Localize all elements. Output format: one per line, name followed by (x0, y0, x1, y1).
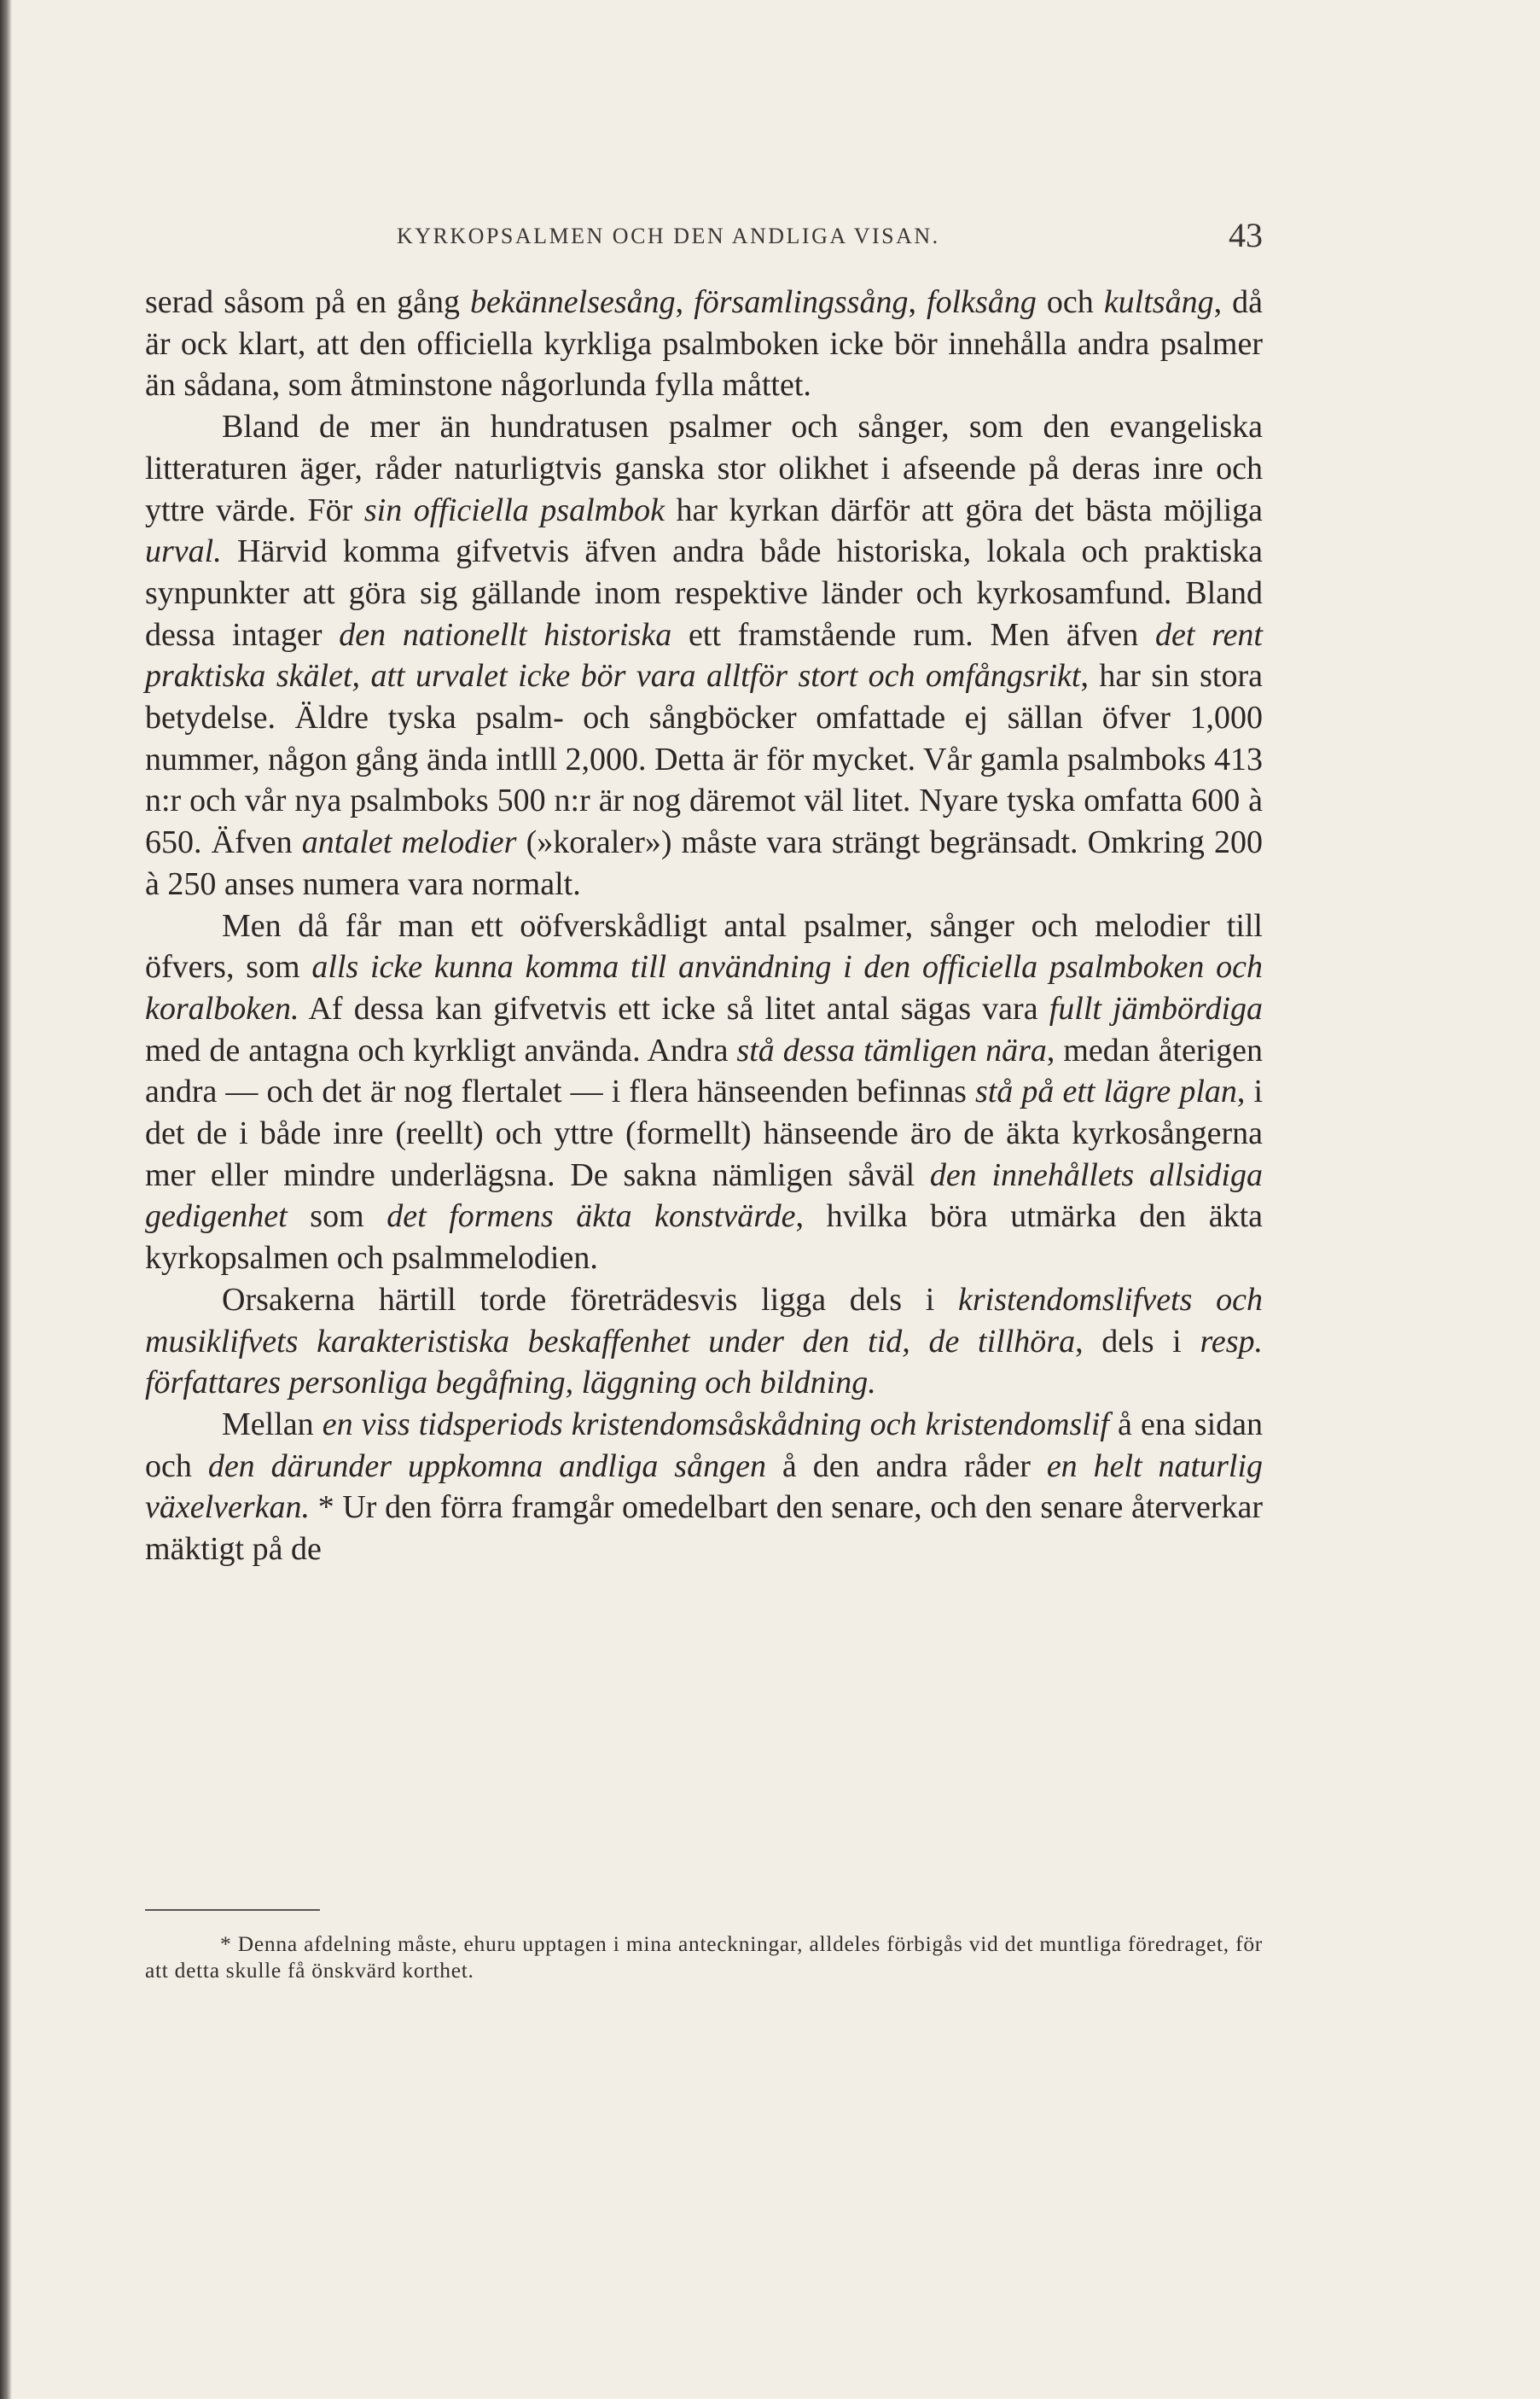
italic-text: folksång (927, 284, 1037, 320)
italic-text: det formens äkta konstvärde (386, 1198, 796, 1235)
footnote-text: * Denna afdelning måste, ehuru upptagen i mina anteckningar, alldeles förbigås vid det muntliga föredraget, för att detta skulle få önskvärd korthet. (145, 1931, 1263, 1983)
italic-text: kultsång (1103, 284, 1214, 320)
italic-text: en helt naturlig växelverkan. (145, 1447, 1263, 1526)
paragraph (145, 282, 1263, 406)
text-run: med de antagna och kyrkligt använda. Andra (145, 1032, 737, 1068)
footnote (145, 1930, 1263, 1983)
text-run: , (908, 284, 927, 320)
italic-text: sin officiella psalmbok (363, 492, 665, 528)
text-run: , i det de i både inre (reellt) och yttre (formellt) hänseende äro de äkta kyrkosångerna mer eller mindre underlägsna. De sakna nämligen såväl (145, 1074, 1264, 1193)
page-number: 43 (1229, 216, 1263, 254)
text-run: , har sin stora betydelse. Äldre tyska psalm- och sångböcker omfattade ej sällan öfver 1,000 nummer, någon gång ända intlll 2,000. Detta är för mycket. Vår gamla psalmboks 413 n:r och vår nya psalmboks 500 n:r är nog däremot väl litet. Nyare tyska omfatta 600 à 650. Äfven (145, 658, 1264, 861)
text-run: , då är ock klart, att den officiella kyrkliga psalmboken icke bör innehålla andra psalmer än sådana, som åtminstone någorlunda fylla måttet. (145, 284, 1264, 404)
italic-text: det rent praktiska skälet, att urvalet icke bör vara alltför stort och omfångsrikt (145, 616, 1263, 695)
text-run: * Ur den förra framgår omedelbart den senare, och den senare återverkar mäktigt på de (145, 1489, 1263, 1568)
running-title: KYRKOPSALMEN OCH DEN ANDLIGA VISAN. (397, 224, 940, 248)
paragraph (145, 1404, 1263, 1570)
body-text (145, 282, 1263, 1570)
text-run: och (1036, 284, 1104, 320)
text-run: Bland de mer än hundratusen psalmer och sånger, som den evangeliska litteraturen äger, råder naturligtvis ganska stor olikhet i afseende på deras inre och yttre värde. För (145, 409, 1263, 528)
italic-text: den nationellt historiska (339, 616, 672, 653)
italic-text: alls icke kunna komma till användning i den officiella psalmboken och koralboken. (145, 949, 1263, 1027)
italic-text: församlingssång (694, 284, 909, 320)
italic-text: den därunder uppkomna andliga sången (207, 1447, 766, 1484)
italic-text: kristendomslifvets och musiklifvets karakteristiska beskaffenhet under den tid, de tillhöra (145, 1281, 1263, 1360)
text-run: å ena sidan och (145, 1406, 1263, 1484)
paragraph (145, 1279, 1263, 1404)
text-run: , dels i (1075, 1323, 1200, 1360)
italic-text: fullt jämbördiga (1049, 990, 1263, 1027)
text-run: som (287, 1198, 387, 1235)
text-run: Härvid komma gifvetvis äfven andra både historiska, lokala och praktiska synpunkter att göra sig gällande inom respektive länder och kyrkosamfund. Bland dessa intager (145, 533, 1263, 653)
paragraph (145, 905, 1263, 1279)
book-spine-shadow (0, 0, 12, 2399)
text-run: , hvilka böra utmärka den äkta kyrkopsalmen och psalmmelodien. (145, 1198, 1263, 1277)
italic-text: en viss tidsperiods kristendomsåskådning och kristendomslif (322, 1406, 1109, 1442)
italic-text: antalet melodier (301, 824, 517, 861)
text-run: å den andra råder (765, 1447, 1047, 1484)
text-run: , (675, 284, 694, 320)
italic-text: bekännelsesång (470, 284, 676, 320)
text-run: ett framstående rum. Men äfven (671, 616, 1156, 653)
text-run: Orsakerna härtill torde företrädesvis ligga dels i (222, 1281, 958, 1318)
text-run: (»koraler») måste vara strängt begränsadt. Omkring 200 à 250 anses numera vara normalt. (145, 824, 1263, 902)
text-run: serad såsom på en gång (145, 284, 471, 320)
text-run: , medan återigen andra — och det är nog flertalet — i flera hänseenden befinnas (145, 1032, 1263, 1110)
italic-text: stå på ett lägre plan (975, 1074, 1237, 1110)
paragraph (145, 406, 1263, 905)
footnote-divider (145, 1909, 320, 1911)
text-run: Af dessa kan gifvetvis ett icke så litet antal sägas vara (299, 990, 1049, 1027)
text-run: Mellan (222, 1406, 323, 1442)
running-head (166, 215, 1263, 266)
italic-text: urval. (145, 533, 222, 570)
italic-text: stå dessa tämligen nära (736, 1032, 1047, 1068)
italic-text: den innehållets allsidiga gedigenhet (145, 1156, 1263, 1235)
text-run: Men då får man ett oöfverskådligt antal psalmer, sånger och melodier till öfvers, som (145, 907, 1263, 986)
text-run: har kyrkan därför att göra det bästa möjliga (664, 492, 1264, 528)
italic-text: resp. författares personliga begåfning, läggning och bildning. (145, 1323, 1263, 1401)
